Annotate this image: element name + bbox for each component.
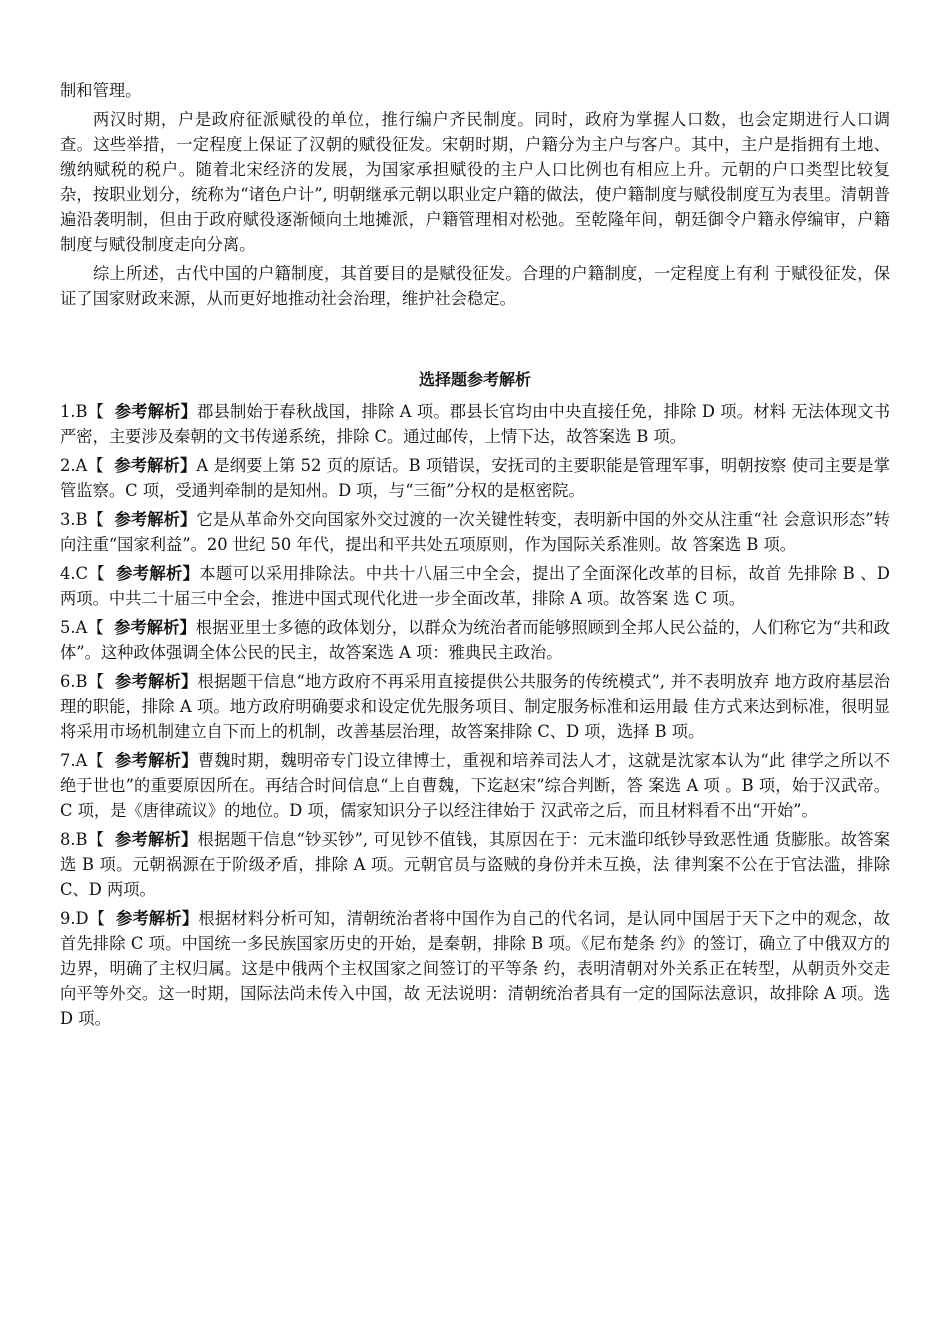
section-title: 选择题参考解析 bbox=[418, 370, 531, 389]
answer-tag: 参考解析】 bbox=[115, 830, 198, 849]
answer-number: 4.C【 bbox=[60, 564, 117, 583]
answer-number: 6.B【 bbox=[60, 672, 115, 691]
intro-paragraph-1: 两汉时期，户是政府征派赋役的单位，推行编户齐民制度。同时，政府为掌握人口数，也会定期进行人口调查。这些举措，一定程度上保证了汉朝的赋役征发。宋朝时期，户籍分为主户与客户。其中，主户是指拥有土地、缴纳赋税的税户。随着北宋经济的发展，为国家承担赋役的主户人口比例也有相应上升。元朝的户口类型比较复杂，按职业划分，统称为“诸色户计”, 明朝继承元朝以职业定户籍的做法，使户籍制度与赋役制度互为表里。清朝普遍沿袭明制，但由于政府赋役逐渐倾向土地摊派，户籍管理相对松弛。至乾隆年间，朝廷御令户籍永停编审，户籍制度与赋役制度走向分离。 bbox=[60, 110, 890, 254]
answer-item-5 bbox=[60, 615, 890, 665]
intro-paragraph-0: 制和管理。 bbox=[60, 81, 142, 100]
answer-item-9 bbox=[60, 906, 890, 1031]
answer-item-2 bbox=[60, 453, 890, 503]
answer-tag: 参考解析】 bbox=[114, 456, 197, 475]
answer-item-4 bbox=[60, 561, 890, 611]
answer-number: 2.A【 bbox=[60, 456, 115, 475]
answer-tag: 参考解析】 bbox=[116, 564, 200, 583]
answer-text: 根据题干信息“钞买钞”, 可见钞不值钱，其原因在于：元末滥印纸钞导致恶性通 货膨胀。故答案选 B 项。元朝祸源在于阶级矛盾，排除 A 项。元朝官员与盗贼的身份并未互换，法 律判案不公在于官法滥，排除 C、D 两项。 bbox=[60, 830, 890, 899]
answer-item-7 bbox=[60, 748, 890, 823]
answer-text: 根据题干信息“地方政府不再采用直接提供公共服务的传统模式”, 并不表明放弃 地方政府基层治理的职能，排除 A 项。地方政府明确要求和设定优先服务项目、制定服务标准和运用最 佳方式来达到标准，很明显将采用市场机制建立自下而上的机制，改善基层治理，故答案排除 C、D 项，选择 B 项。 bbox=[60, 672, 890, 741]
answer-item-3 bbox=[60, 507, 890, 557]
answer-tag: 参考解析】 bbox=[115, 751, 198, 770]
answer-text: A 是纲要上第 52 页的原话。B 项错误，安抚司的主要职能是管理军事，明朝按察 使司主要是掌管监察。C 项，受通判牵制的是知州。D 项，与“三衙”分权的是枢密院。 bbox=[60, 456, 890, 500]
answer-tag: 参考解析】 bbox=[115, 672, 198, 691]
answer-tag: 参考解析】 bbox=[114, 510, 197, 529]
answer-number: 5.A【 bbox=[60, 618, 115, 637]
answer-text: 郡县制始于春秋战国，排除 A 项。郡县长官均由中央直接任免，排除 D 项。材料 无法体现文书严密，主要涉及秦朝的文书传递系统，排除 C。通过邮传，上情下达，故答案选 B 项。 bbox=[60, 402, 890, 446]
answer-item-1 bbox=[60, 399, 890, 449]
answer-number: 7.A【 bbox=[60, 751, 115, 770]
answer-item-8 bbox=[60, 827, 890, 902]
intro-paragraph-2: 综上所述，古代中国的户籍制度，其首要目的是赋役征发。合理的户籍制度，一定程度上有利 于赋役征发，保证了国家财政来源，从而更好地推动社会治理，维护社会稳定。 bbox=[60, 264, 890, 308]
answer-number: 8.B【 bbox=[60, 830, 115, 849]
answer-item-6 bbox=[60, 669, 890, 744]
answer-tag: 参考解析】 bbox=[114, 402, 198, 421]
answer-text: 它是从革命外交向国家外交过渡的一次关键性转变，表明新中国的外交从注重“社 会意识形态”转向注重“国家利益”。20 世纪 50 年代，提出和平共处五项原则，作为国际关系准则。故 答案选 B 项。 bbox=[60, 510, 890, 554]
answer-tag: 参考解析】 bbox=[114, 618, 196, 637]
answer-text: 根据亚里士多德的政体划分，以群众为统治者而能够照顾到全邦人民公益的，人们称它为“共和政体”。这种政体强调全体公民的民主，故答案选 A 项：雅典民主政治。 bbox=[60, 618, 890, 662]
answer-number: 9.D【 bbox=[60, 909, 116, 928]
answer-text: 根据材料分析可知，清朝统治者将中国作为自己的代名词，是认同中国居于天下之中的观念，故首先排除 C 项。中国统一多民族国家历史的开始，是秦朝，排除 B 项。《尼布楚条 约》的签订，确立了中俄双方的边界，明确了主权归属。这是中俄两个主权国家之间签订的平等条 约，表明清朝对外关系正在转型，从朝贡外交走向平等外交。这一时期，国际法尚未传入中国，故 无法说明：清朝统治者具有一定的国际法意识，故排除 A 项。选 D 项。 bbox=[60, 909, 890, 1028]
answer-text: 曹魏时期，魏明帝专门设立律博士，重视和培养司法人才，这就是沈家本认为“此 律学之所以不绝于世也”的重要原因所在。再结合时间信息“上自曹魏，下迄赵宋”综合判断，答 案选 A 项 。B 项，始于汉武帝。C 项，是《唐律疏议》的地位。D 项，儒家知识分子以经注律始于 汉武帝之后，而且材料看不出“开始”。 bbox=[60, 751, 890, 820]
answer-number: 1.B【 bbox=[60, 402, 115, 421]
answer-number: 3.B【 bbox=[60, 510, 115, 529]
answer-list bbox=[60, 399, 890, 1031]
answer-tag: 参考解析】 bbox=[115, 909, 199, 928]
answer-text: 本题可以采用排除法。中共十八届三中全会，提出了全面深化改革的目标，故首 先排除 B 、D 两项。中共二十届三中全会，推进中国式现代化进一步全面改革，排除 A 项。故答案 选 C 项。 bbox=[60, 564, 890, 608]
document-page bbox=[60, 78, 890, 1035]
